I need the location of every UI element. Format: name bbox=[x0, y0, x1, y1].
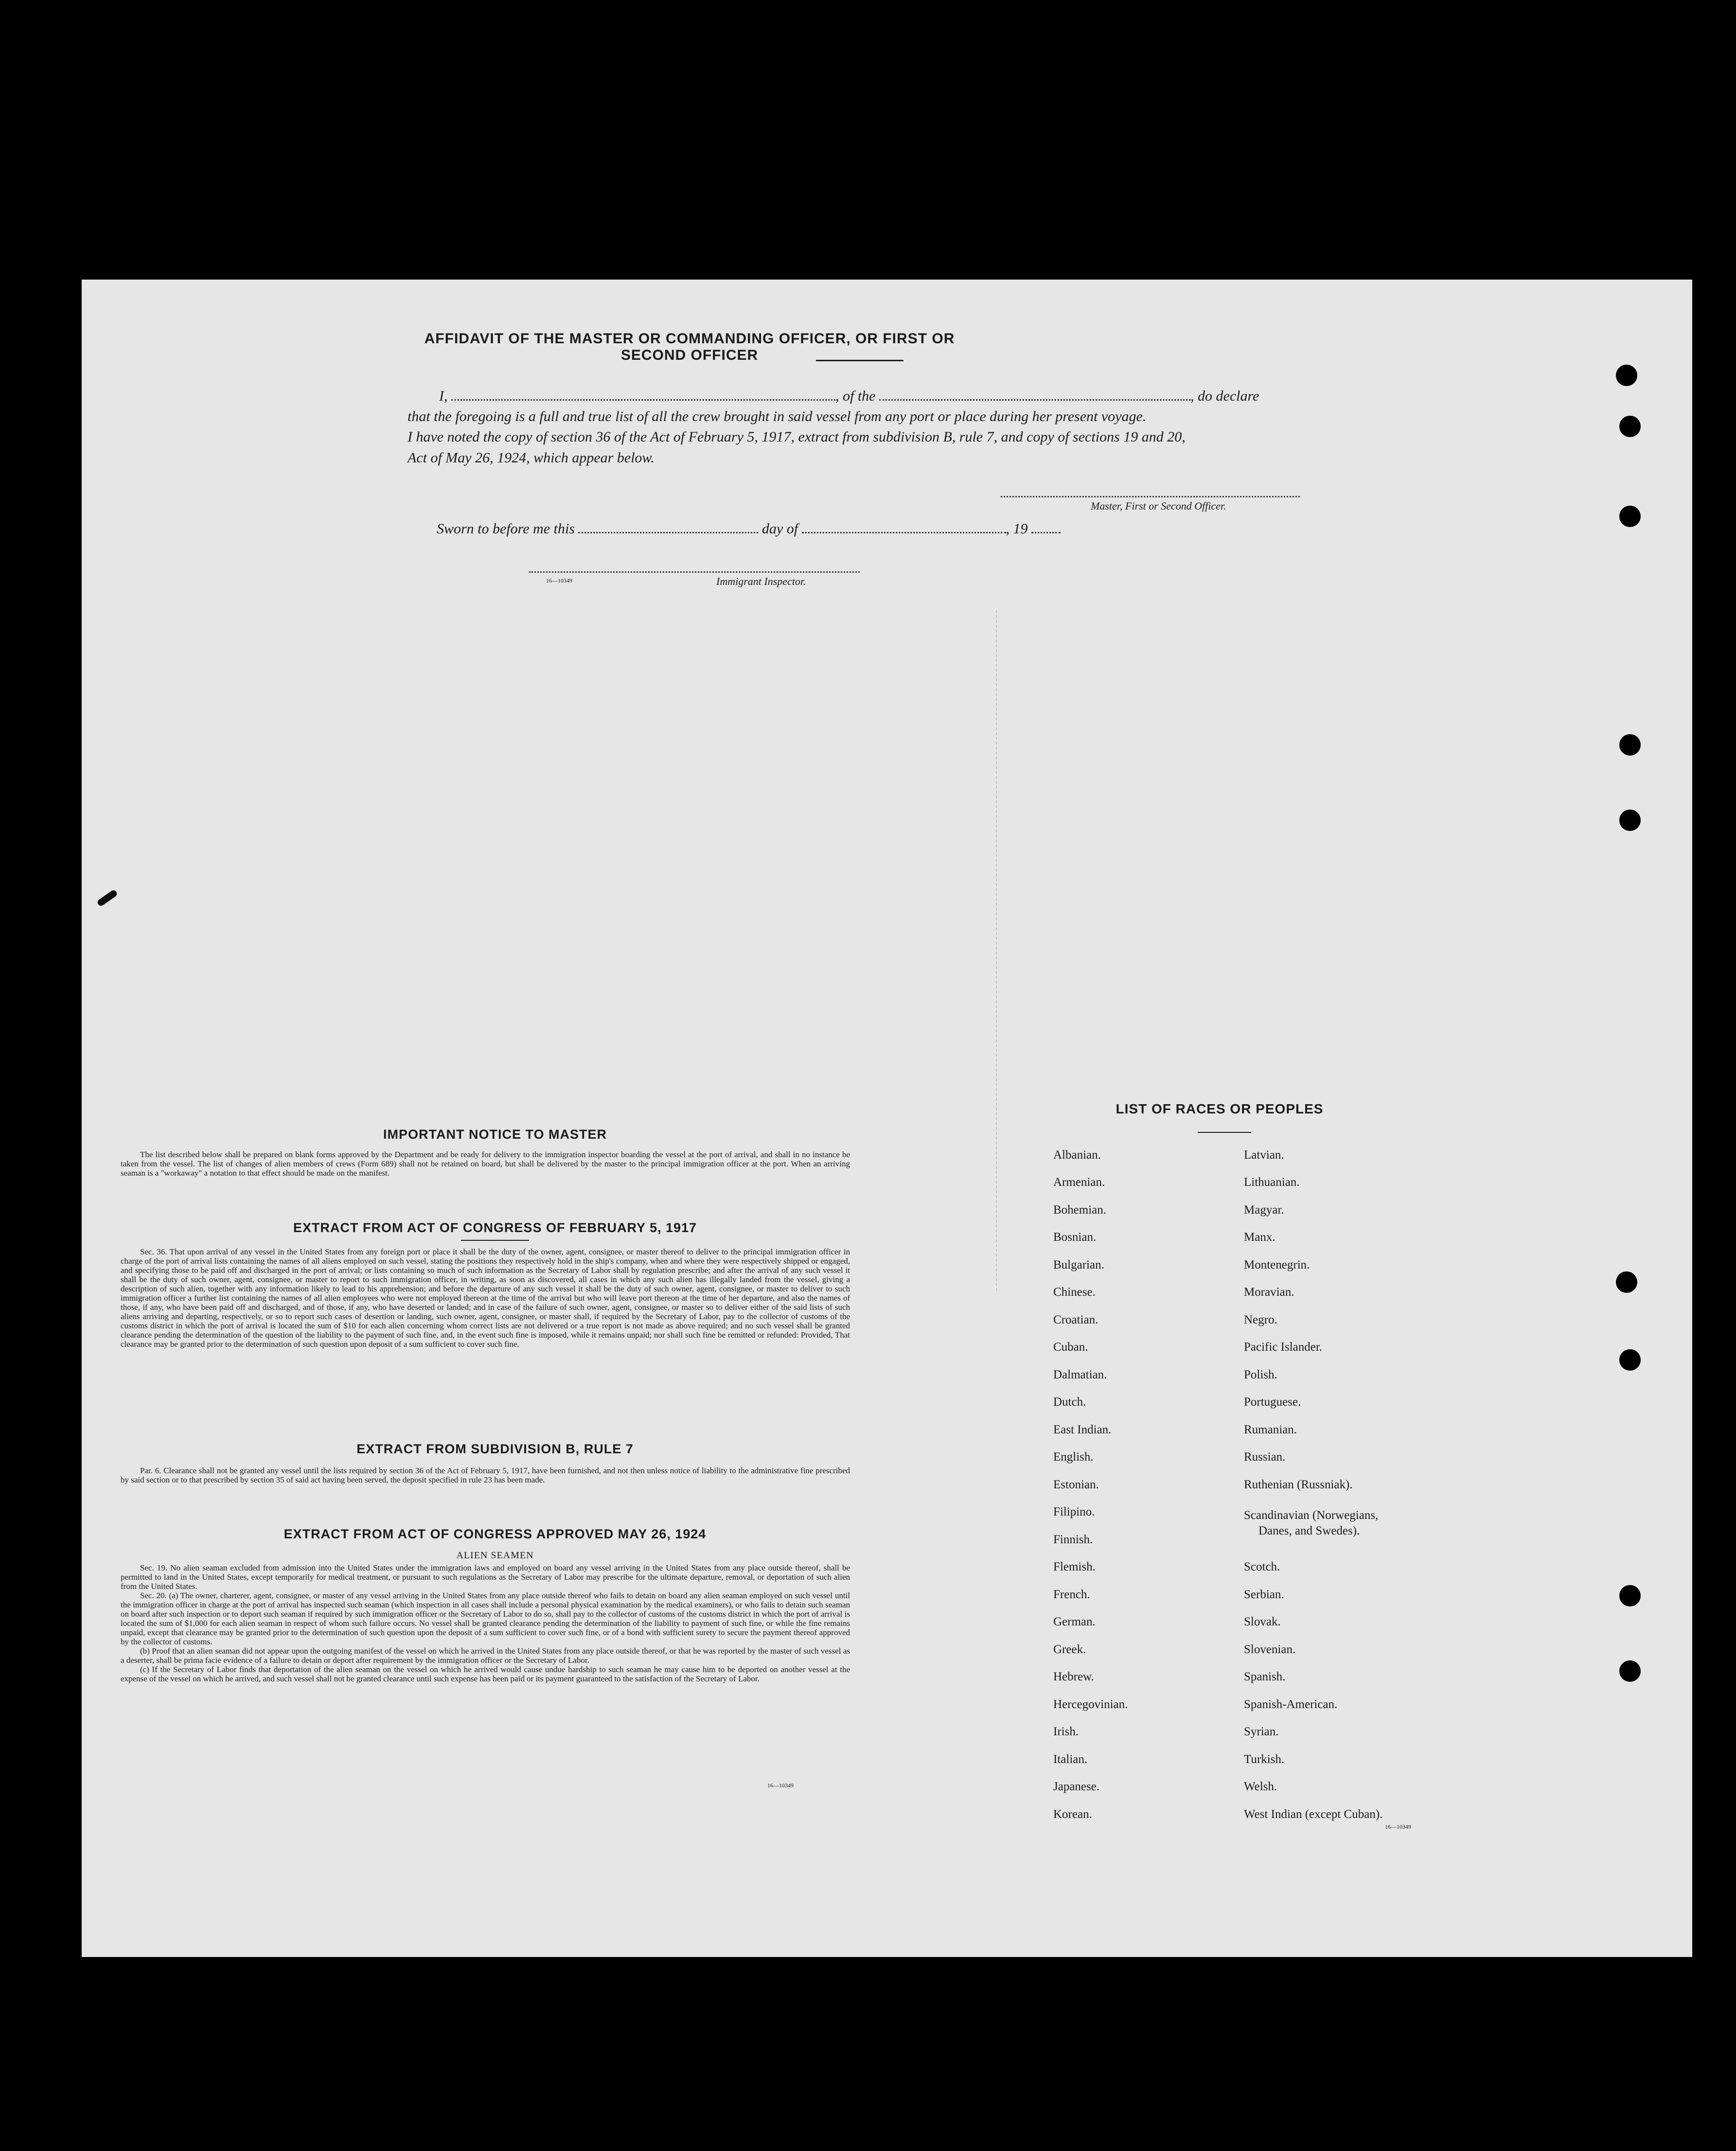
extract-1917-divider bbox=[461, 1240, 529, 1241]
title-divider bbox=[816, 360, 903, 361]
race-negro: Negro. bbox=[1244, 1313, 1277, 1326]
race-montenegrin: Montenegrin. bbox=[1244, 1258, 1310, 1271]
race-hebrew: Hebrew. bbox=[1053, 1670, 1094, 1683]
race-german: German. bbox=[1053, 1615, 1096, 1628]
notice-paragraph: The list described below shall be prepared on blank forms approved by the Department and be ready for delivery to the immigration inspector boarding the vessel at the port of arrival, and shall in no instance be taken from the vessel. The list of changes of alien members of crews (Form 689) shall not be retained on board, but shall be delivered by the master to the principal immigration officer at the port. When an arriving seaman is a "workaway" a notation to that effect should be made on the manifest. bbox=[121, 1150, 850, 1178]
sworn-year-field[interactable] bbox=[1031, 520, 1061, 533]
signature-label: Master, First or Second Officer. bbox=[1091, 500, 1226, 512]
race-spanish-american: Spanish-American. bbox=[1244, 1698, 1338, 1711]
race-lithuanian: Lithuanian. bbox=[1244, 1176, 1300, 1189]
of-the-label: , of the bbox=[835, 388, 876, 404]
year-label: , 19 bbox=[1006, 521, 1028, 537]
sec-20a-paragraph: Sec. 20. (a) The owner, charterer, agent, consignee, or master of any vessel arriving in the United States from any place outside thereof who fails to detain on board any alien seaman employed on such vessel until the immigration officer in charge at the port of arrival has inspected such seaman (which inspection in all cases shall include a personal physical examination by the medical examiners), or who fails to detain such seaman on board after such inspection or to deport such seaman if required by such immigration officer or the Secretary of Labor to do so, shall pay to the collector of customs of the customs district in which the port of arrival is located the sum of $1,000 for each alien seaman in respect of whom such failure occurs. No vessel shall be granted clearance pending the determination of the liability to payment of such fine, or while the fine remains unpaid, except that clearance may be granted prior to the determination of such question upon the deposit of a sum sufficient to cover such fine, or of a bond with sufficient surety to secure the payment thereof approved by the collector of customs. bbox=[121, 1591, 850, 1646]
binder-hole bbox=[1616, 1271, 1637, 1293]
do-declare-label: , do declare bbox=[1190, 388, 1259, 404]
race-east-indian: East Indian. bbox=[1053, 1423, 1112, 1436]
affidavit-title: AFFIDAVIT OF THE MASTER OR COMMANDING OFFICER, OR FIRST OR SECOND OFFICER bbox=[424, 331, 955, 363]
binder-hole bbox=[1619, 506, 1641, 527]
races-form-number: 16—10349 bbox=[1385, 1823, 1411, 1830]
race-chinese: Chinese. bbox=[1053, 1286, 1096, 1299]
vessel-field[interactable] bbox=[879, 388, 1190, 401]
race-japanese: Japanese. bbox=[1053, 1780, 1100, 1793]
ink-smudge bbox=[96, 889, 118, 907]
race-bohemian: Bohemian. bbox=[1053, 1203, 1107, 1217]
races-divider bbox=[1198, 1132, 1251, 1133]
signature-line[interactable] bbox=[1001, 496, 1300, 497]
affidavit-form-number: 16—10349 bbox=[546, 577, 572, 584]
race-spanish: Spanish. bbox=[1244, 1670, 1286, 1683]
sec-19-paragraph: Sec. 19. No alien seaman excluded from admission into the United States under the immigration laws and employed on board any vessel arriving in the United States from any place outside thereof, shall be permitted to land in the United States, except temporarily for medical treatment, or pursuant to such regulations as the Secretary of Labor may prescribe for the ultimate departure, removal, or deportation of such alien from the United States. bbox=[121, 1563, 850, 1591]
race-syrian: Syrian. bbox=[1244, 1725, 1279, 1738]
race-rumanian: Rumanian. bbox=[1244, 1423, 1297, 1436]
race-cuban: Cuban. bbox=[1053, 1340, 1088, 1354]
race-ruthenian: Ruthenian (Russniak). bbox=[1244, 1478, 1353, 1491]
section-36-paragraph: Sec. 36. That upon arrival of any vessel in the United States from any foreign port or place it shall be the duty of the owner, agent, consignee, or master thereof to deliver to the principal immigration officer in charge of the port of arrival lists containing the names of all aliens employed on such vessel, stating the positions they respectively hold in the ship's company, when and where they were respectively shipped or engaged, and specifying those to be paid off and discharged in the port of arrival; or lists containing so much of such information as the Secretary of Labor shall by regulation prescribe; and after the arrival of any such vessel it shall be the duty of such owner, agent, consignee, or master to report to such immigration officer, in writing, as soon as discovered, all cases in which any such alien has illegally landed from the vessel, giving a description of such alien, together with any information likely to lead to his apprehension; and before the departure of any such vessel it shall be the duty of such owner, agent, consignee, or master to deliver to such immigration officer a further list containing the names of all alien employees who were not employed thereon at the time of the arrival but who will leave port thereon at the time of her departure, and also the names of those, if any, who have been paid off and discharged, and of those, if any, who have deserted or landed; and in case of the failure of such owner, agent, consignee, or master so to deliver either of the said lists of such aliens arriving and departing, respectively, or so to report such cases of desertion or landing, such owner, agent, consignee, or master shall, if required by the Secretary of Labor, pay to the collector of customs of the customs district in which the port of arrival is located the sum of $10 for each alien concerning whom correct lists are not delivered or a true report is not made as above required; and no such vessel shall be granted clearance pending the determination of the question of the liability to the payment of such fine, and, in the event such fine is imposed, while it remains unpaid; nor shall such fine be remitted or refunded: Provided, That clearance may be granted prior to the determination of such question upon deposit of a sum sufficient to cover such fine. bbox=[121, 1247, 850, 1349]
extract-1924-title: EXTRACT FROM ACT OF CONGRESS APPROVED MAY 26, 1924 bbox=[283, 1527, 707, 1541]
race-moravian: Moravian. bbox=[1244, 1286, 1294, 1299]
race-manx: Manx. bbox=[1244, 1231, 1275, 1244]
races-title: LIST OF RACES OR PEOPLES bbox=[1116, 1101, 1324, 1116]
race-russian: Russian. bbox=[1244, 1450, 1286, 1463]
notice-title: IMPORTANT NOTICE TO MASTER bbox=[383, 1127, 607, 1142]
race-dutch: Dutch. bbox=[1053, 1395, 1086, 1409]
race-english: English. bbox=[1053, 1450, 1094, 1463]
race-turkish: Turkish. bbox=[1244, 1753, 1285, 1766]
inspector-signature-line[interactable] bbox=[529, 571, 860, 573]
race-finnish: Finnish. bbox=[1053, 1533, 1093, 1546]
binder-hole bbox=[1619, 810, 1641, 831]
race-korean: Korean. bbox=[1053, 1808, 1092, 1821]
notice-text bbox=[121, 1150, 850, 1178]
sec-20c-paragraph: (c) If the Secretary of Labor finds that deportation of the alien seaman on the vessel on which he arrived would cause undue hardship to such seaman he may cause him to be deported on another vessel at the expense of the vessel on which he arrived, and such vessel shall not be granted clearance until such expense has been paid or its payment guaranteed to the satisfaction of the Secretary of Labor. bbox=[121, 1665, 850, 1683]
race-west-indian: West Indian (except Cuban). bbox=[1244, 1808, 1383, 1821]
affidavit-i-label: I, bbox=[439, 388, 448, 404]
sworn-line bbox=[437, 520, 1061, 537]
race-portuguese: Portuguese. bbox=[1244, 1395, 1301, 1409]
race-filipino: Filipino. bbox=[1053, 1505, 1095, 1518]
race-slovenian: Slovenian. bbox=[1244, 1643, 1296, 1656]
race-bulgarian: Bulgarian. bbox=[1053, 1258, 1104, 1271]
race-armenian: Armenian. bbox=[1053, 1176, 1105, 1189]
name-field[interactable] bbox=[451, 388, 835, 401]
extract-1917-text bbox=[121, 1247, 850, 1349]
extract-form-number: 16—10349 bbox=[767, 1782, 794, 1789]
race-albanian: Albanian. bbox=[1053, 1148, 1101, 1162]
race-italian: Italian. bbox=[1053, 1753, 1088, 1766]
race-polish: Polish. bbox=[1244, 1368, 1277, 1381]
race-flemish: Flemish. bbox=[1053, 1560, 1096, 1573]
race-pacific-islander: Pacific Islander. bbox=[1244, 1340, 1323, 1354]
inspector-label: Immigrant Inspector. bbox=[716, 575, 806, 587]
race-slovak: Slovak. bbox=[1244, 1615, 1281, 1628]
rule-7-text bbox=[121, 1466, 850, 1484]
race-estonian: Estonian. bbox=[1053, 1478, 1099, 1491]
binder-hole bbox=[1619, 734, 1641, 756]
race-scandinavian: Scandinavian (Norwegians, bbox=[1244, 1509, 1379, 1522]
binder-hole bbox=[1619, 1660, 1641, 1682]
race-welsh: Welsh. bbox=[1244, 1780, 1277, 1793]
sworn-month-field[interactable] bbox=[802, 520, 1006, 533]
affidavit-line-2: that the foregoing is a full and true list of all the crew brought in said vessel from any port or place during her present voyage. bbox=[407, 408, 1147, 424]
par-6-paragraph: Par. 6. Clearance shall not be granted any vessel until the lists required by section 36 of the Act of February 5, 1917, have been furnished, and not then unless notice of liability to the administrative fine prescribed by said section or to that prescribed by section 35 of said act having been served, the deposit specified in rule 23 has been made. bbox=[121, 1466, 850, 1484]
day-of-label: day of bbox=[762, 521, 798, 537]
binder-hole bbox=[1619, 1585, 1641, 1606]
affidavit-line-3: I have noted the copy of section 36 of the Act of February 5, 1917, extract from subdivision B, rule 7, and copy of sections 19 and 20, bbox=[407, 429, 1186, 445]
document-page bbox=[82, 280, 1692, 1957]
sec-20b-paragraph: (b) Proof that an alien seaman did not appear upon the outgoing manifest of the vessel on which he arrived in the United States from any place outside thereof, or that he was reported by the master of such vessel as a deserter, shall be prima facie evidence of a failure to detain or deport after requirement by the immigration officer or the Secretary of Labor. bbox=[121, 1646, 850, 1665]
sworn-label: Sworn to before me this bbox=[437, 521, 575, 537]
race-serbian: Serbian. bbox=[1244, 1588, 1284, 1601]
race-magyar: Magyar. bbox=[1244, 1203, 1284, 1217]
affidavit-line-1 bbox=[439, 388, 1402, 405]
race-croatian: Croatian. bbox=[1053, 1313, 1098, 1326]
race-dalmatian: Dalmatian. bbox=[1053, 1368, 1107, 1381]
extract-1924-text bbox=[121, 1563, 850, 1683]
race-bosnian: Bosnian. bbox=[1053, 1231, 1097, 1244]
rule-7-title: EXTRACT FROM SUBDIVISION B, RULE 7 bbox=[356, 1442, 634, 1456]
race-scandinavian-cont: Danes, and Swedes). bbox=[1258, 1524, 1360, 1537]
alien-seamen-subtitle: ALIEN SEAMEN bbox=[456, 1550, 534, 1561]
race-latvian: Latvian. bbox=[1244, 1148, 1284, 1162]
binder-hole bbox=[1619, 416, 1641, 437]
race-irish: Irish. bbox=[1053, 1725, 1079, 1738]
race-hercegovinian: Hercegovinian. bbox=[1053, 1698, 1128, 1711]
binder-hole bbox=[1616, 365, 1637, 386]
extract-1917-title: EXTRACT FROM ACT OF CONGRESS OF FEBRUARY 5, 1917 bbox=[293, 1220, 697, 1235]
race-greek: Greek. bbox=[1053, 1643, 1086, 1656]
sworn-day-field[interactable] bbox=[578, 520, 758, 533]
race-french: French. bbox=[1053, 1588, 1090, 1601]
race-scotch: Scotch. bbox=[1244, 1560, 1280, 1573]
affidavit-line-4: Act of May 26, 1924, which appear below. bbox=[407, 450, 655, 466]
binder-hole bbox=[1619, 1349, 1641, 1371]
